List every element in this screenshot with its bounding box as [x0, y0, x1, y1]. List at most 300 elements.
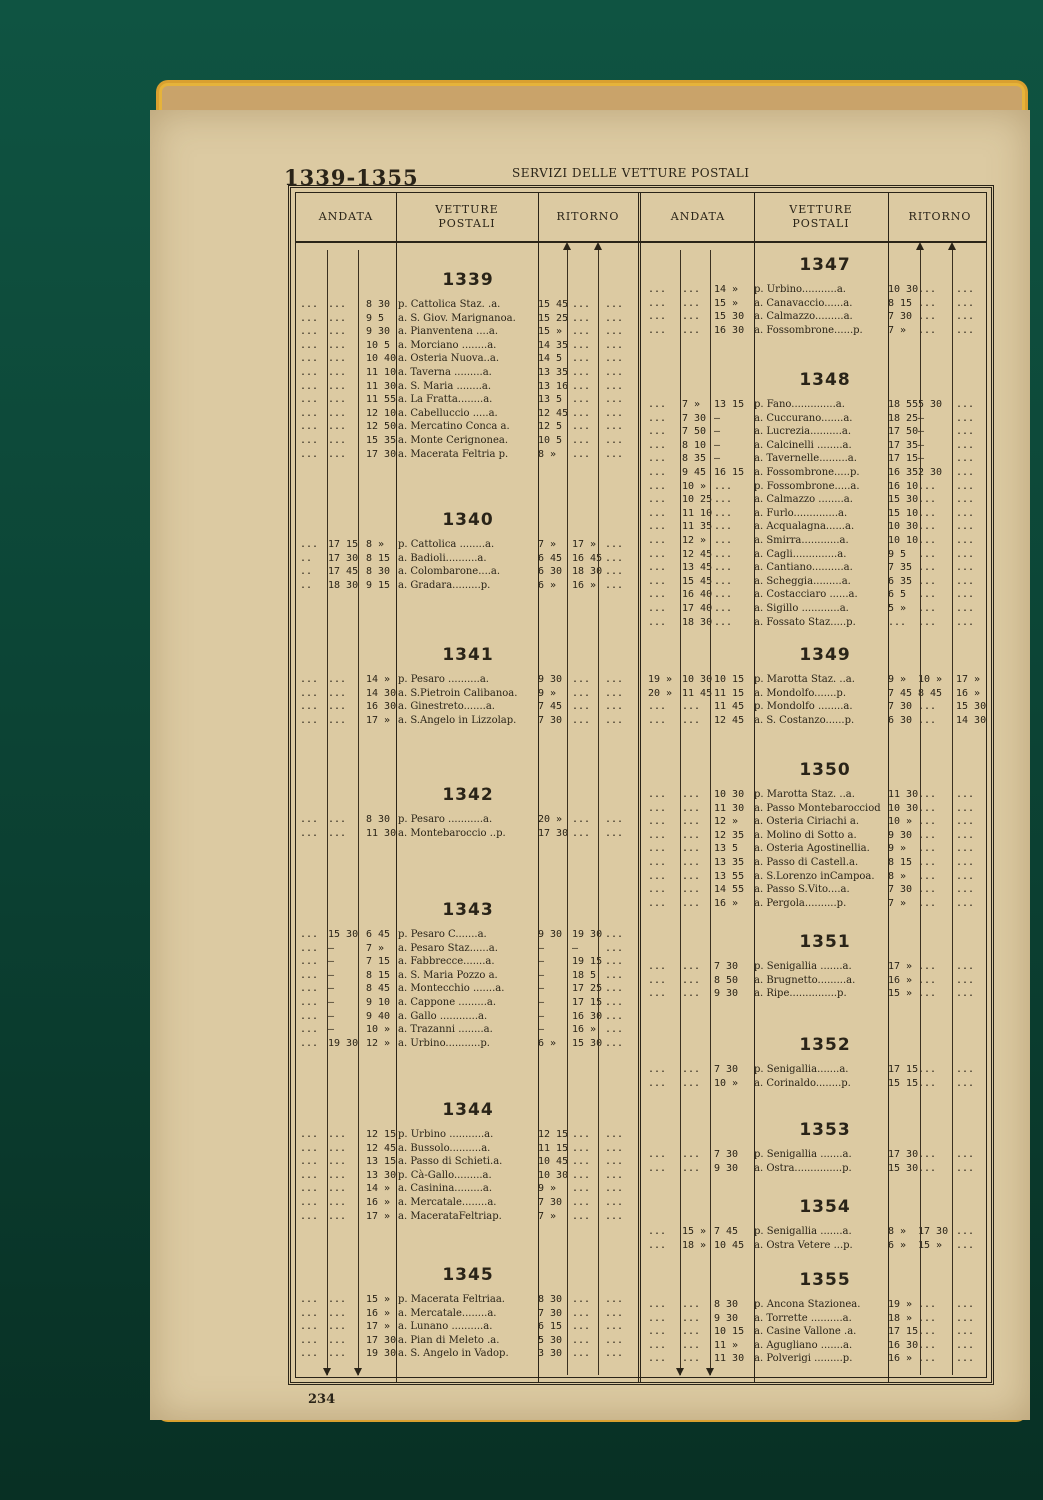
- time-cell: 9 40: [366, 1010, 391, 1022]
- time-cell: ...: [918, 589, 937, 601]
- station-name: a. MacerataFeltriap.: [398, 1210, 502, 1222]
- arrow-down-icon: [354, 1368, 362, 1376]
- station-name: p. Marotta Staz. ..a.: [754, 789, 855, 800]
- time-cell: 9 30: [714, 1312, 739, 1324]
- station-name: a. Polverigi .........p.: [754, 1353, 853, 1365]
- time-cell: ...: [714, 548, 733, 560]
- station-name: a. Calmazzo.........a.: [754, 311, 853, 323]
- time-cell: ...: [648, 1353, 667, 1365]
- time-cell: ...: [328, 339, 347, 351]
- time-cell: 10 45: [538, 1156, 569, 1168]
- time-cell: 13 45: [682, 562, 713, 574]
- time-cell: ...: [300, 312, 319, 324]
- service-number: 1341: [442, 645, 494, 665]
- station-name: a. Lucrezia..........a.: [754, 426, 852, 438]
- time-cell: ...: [682, 284, 701, 295]
- time-cell: ...: [682, 870, 701, 882]
- time-cell: ...: [605, 339, 624, 351]
- time-cell: ...: [918, 988, 937, 1000]
- station-name: a. Brugnetto.........a.: [754, 974, 856, 986]
- time-cell: ...: [572, 687, 591, 699]
- time-cell: 9 30: [366, 326, 391, 338]
- time-cell: 9 15: [366, 579, 391, 591]
- page-range-title: 1339-1355: [284, 165, 419, 190]
- time-cell: ...: [300, 1210, 319, 1222]
- time-cell: ...: [648, 1339, 667, 1351]
- time-cell: 15 45: [682, 575, 713, 587]
- time-cell: 16 »: [366, 1197, 391, 1208]
- time-cell: ...: [714, 535, 733, 546]
- station-name: a. Passo Montebarocciod: [754, 802, 881, 814]
- arrow-down-icon: [676, 1368, 684, 1376]
- time-cell: ...: [605, 421, 624, 433]
- time-cell: ...: [605, 539, 624, 550]
- time-cell: 17 25: [572, 983, 603, 995]
- service-number: 1339: [442, 270, 494, 290]
- time-cell: ...: [572, 1294, 591, 1305]
- time-cell: 10 30: [888, 802, 919, 814]
- time-cell: ...: [956, 974, 975, 986]
- station-name: a. Ostra Vetere ...p.: [754, 1239, 853, 1251]
- station-name: a. Monte Cerignonea.: [398, 435, 509, 446]
- station-name: a. S. Angelo in Vadop.: [398, 1348, 509, 1360]
- time-cell: —: [918, 439, 925, 451]
- time-cell: —: [328, 1010, 335, 1022]
- station-name: a. Agugliano .......a.: [754, 1339, 853, 1351]
- time-cell: ...: [682, 1064, 701, 1075]
- time-cell: ...: [956, 311, 975, 323]
- time-cell: 17 »: [888, 961, 913, 972]
- time-cell: ..: [300, 566, 313, 578]
- time-cell: 8 30: [714, 1299, 739, 1310]
- time-cell: 9 »: [538, 1183, 557, 1195]
- station-name: a. Macerata Feltria p.: [398, 448, 509, 460]
- station-name: p. Cattolica ........a.: [398, 539, 495, 550]
- time-cell: ...: [714, 603, 733, 614]
- time-cell: ...: [956, 548, 975, 560]
- time-cell: ...: [605, 1037, 624, 1049]
- time-cell: 11 35: [682, 521, 713, 533]
- time-cell: ...: [648, 1226, 667, 1237]
- direction-rail: [567, 250, 568, 1375]
- time-cell: 12 45: [538, 407, 569, 419]
- time-cell: 10 30: [714, 789, 745, 800]
- time-cell: 17 30: [366, 448, 397, 460]
- header-vetture-right: [754, 193, 888, 241]
- time-cell: ...: [682, 897, 701, 909]
- time-cell: 16 35: [888, 467, 919, 478]
- station-name: a. S. Maria ........a.: [398, 380, 492, 392]
- time-cell: ...: [328, 367, 347, 378]
- station-name: a. Canavaccio......a.: [754, 297, 853, 309]
- station-name: p. Senigallia .......a.: [754, 961, 852, 972]
- arrow-up-icon: [948, 242, 956, 250]
- time-cell: 7 30: [538, 1307, 563, 1319]
- time-cell: ...: [682, 843, 701, 855]
- station-name: p. Ancona Stazionea.: [754, 1299, 861, 1310]
- service-number: 1348: [799, 370, 851, 390]
- time-cell: 8 30: [538, 1294, 563, 1305]
- station-name: a. Furlo..............a.: [754, 507, 848, 519]
- time-cell: 11 15: [714, 687, 745, 699]
- time-cell: 17 »: [366, 714, 391, 726]
- station-name: a. Colombarone....a.: [398, 566, 501, 578]
- service-number: 1353: [799, 1120, 851, 1140]
- time-cell: ...: [918, 857, 937, 868]
- time-cell: ...: [648, 507, 667, 519]
- time-cell: 8 50: [714, 974, 739, 986]
- time-cell: 6 »: [888, 1239, 907, 1251]
- time-cell: 6 30: [888, 714, 913, 726]
- time-cell: 10 »: [366, 1024, 391, 1036]
- time-cell: ...: [300, 1183, 319, 1195]
- time-cell: ...: [956, 829, 975, 841]
- time-cell: 20 »: [648, 687, 673, 699]
- header-ritorno-right: RITORNO: [908, 210, 972, 223]
- station-name: a. Gallo ............a.: [398, 1010, 488, 1022]
- time-cell: ...: [648, 884, 667, 896]
- time-cell: 14 30: [956, 714, 987, 726]
- station-name: a. Torrette ..........a.: [754, 1312, 852, 1324]
- section-title: SERVIZI DELLE VETTURE POSTALI: [512, 166, 750, 180]
- time-cell: 10 5: [366, 339, 391, 351]
- time-cell: ...: [300, 1129, 319, 1140]
- time-cell: 17 30: [888, 1149, 919, 1160]
- station-name: a. Fossombrone.....p.: [754, 467, 860, 478]
- time-cell: ...: [682, 714, 701, 726]
- time-cell: ...: [918, 507, 937, 519]
- time-cell: ...: [605, 1307, 624, 1319]
- time-cell: 10 »: [918, 674, 943, 685]
- time-cell: 6 »: [538, 1037, 557, 1049]
- time-cell: ...: [572, 1321, 591, 1333]
- time-cell: ...: [300, 1142, 319, 1154]
- station-name: a. Pianventena ....a.: [398, 326, 499, 338]
- time-cell: —: [714, 439, 721, 451]
- time-cell: ...: [300, 1307, 319, 1319]
- time-cell: ...: [300, 1197, 319, 1208]
- time-cell: ...: [605, 714, 624, 726]
- time-cell: ...: [918, 1326, 937, 1338]
- service-number: 1349: [799, 645, 851, 665]
- time-cell: ...: [682, 324, 701, 336]
- time-cell: 7 30: [888, 311, 913, 323]
- service-number: 1340: [442, 510, 494, 530]
- time-cell: ...: [918, 1299, 937, 1310]
- time-cell: 12 5: [538, 421, 563, 433]
- time-cell: 14 35: [538, 339, 569, 351]
- time-cell: 8 15: [888, 857, 913, 868]
- time-cell: ...: [648, 1162, 667, 1174]
- time-cell: 7 30: [682, 412, 707, 424]
- time-cell: 7 30: [538, 1197, 563, 1208]
- time-cell: 17 45: [328, 566, 359, 578]
- time-cell: ...: [918, 521, 937, 533]
- time-cell: ...: [605, 435, 624, 446]
- time-cell: 12 45: [714, 714, 745, 726]
- time-cell: 17 »: [572, 539, 597, 550]
- time-cell: ...: [605, 827, 624, 839]
- time-cell: ...: [648, 311, 667, 323]
- time-cell: ...: [328, 407, 347, 419]
- time-cell: ...: [682, 1339, 701, 1351]
- time-cell: ...: [682, 961, 701, 972]
- time-cell: ...: [605, 701, 624, 713]
- time-cell: 17 30: [918, 1226, 949, 1237]
- time-cell: ...: [956, 562, 975, 574]
- direction-rail: [598, 250, 599, 1375]
- time-cell: ...: [648, 480, 667, 492]
- time-cell: 10 15: [714, 1326, 745, 1338]
- time-cell: ...: [918, 789, 937, 800]
- station-name: a. Cantiano..........a.: [754, 562, 853, 574]
- time-cell: ...: [648, 961, 667, 972]
- time-cell: ...: [648, 974, 667, 986]
- time-cell: ...: [918, 802, 937, 814]
- time-cell: ...: [648, 467, 667, 478]
- time-cell: 15 45: [538, 299, 569, 310]
- time-cell: 17 15: [328, 539, 359, 550]
- time-cell: 18 30: [682, 616, 713, 628]
- time-cell: ...: [956, 1162, 975, 1174]
- page-number: 234: [308, 1392, 336, 1407]
- time-cell: 8 35: [682, 453, 707, 465]
- time-cell: ...: [648, 1299, 667, 1310]
- time-cell: 15 »: [366, 1294, 391, 1305]
- time-cell: ...: [328, 674, 347, 685]
- time-cell: 10 10: [888, 535, 919, 546]
- time-cell: 7 35: [888, 562, 913, 574]
- time-cell: ...: [956, 1077, 975, 1089]
- time-cell: 3 30: [538, 1348, 563, 1360]
- time-cell: 11 30: [714, 802, 745, 814]
- time-cell: ...: [956, 603, 975, 614]
- station-name: a. Ostra...............p.: [754, 1162, 852, 1174]
- station-name: p. Senigallia .......a.: [754, 1226, 852, 1237]
- time-cell: ...: [682, 311, 701, 323]
- time-cell: —: [328, 956, 335, 968]
- time-cell: ...: [956, 399, 975, 410]
- time-cell: 17 50: [888, 426, 919, 438]
- time-cell: ...: [918, 1064, 937, 1075]
- station-name: a. Fossato Staz.....p.: [754, 616, 856, 628]
- time-cell: 7 »: [682, 399, 701, 410]
- station-name: a. Cagli..............a.: [754, 548, 847, 560]
- time-cell: ...: [918, 870, 937, 882]
- time-cell: ...: [300, 827, 319, 839]
- time-cell: ..: [300, 579, 313, 591]
- time-cell: ...: [572, 367, 591, 378]
- time-cell: ...: [648, 789, 667, 800]
- time-cell: 2 30: [918, 467, 943, 478]
- time-cell: ...: [605, 1294, 624, 1305]
- time-cell: ...: [714, 589, 733, 601]
- time-cell: ...: [956, 1312, 975, 1324]
- column-header-row: [296, 193, 986, 243]
- time-cell: ...: [572, 394, 591, 406]
- station-name: a. Osteria Ciriachi a.: [754, 816, 860, 828]
- time-cell: ...: [605, 814, 624, 825]
- station-name: a. Ginestreto.......a.: [398, 701, 495, 713]
- time-cell: ...: [648, 988, 667, 1000]
- time-cell: ...: [714, 507, 733, 519]
- service-number: 1342: [442, 785, 494, 805]
- time-cell: 15 35: [366, 435, 397, 446]
- time-cell: 12 35: [714, 829, 745, 841]
- time-cell: 18 »: [888, 1312, 913, 1324]
- time-cell: 12 45: [682, 548, 713, 560]
- time-cell: ...: [605, 367, 624, 378]
- time-cell: 16 »: [572, 1024, 597, 1036]
- time-cell: ...: [572, 421, 591, 433]
- direction-rail: [327, 250, 328, 1375]
- time-cell: ...: [682, 829, 701, 841]
- time-cell: 11 15: [538, 1142, 569, 1154]
- time-cell: ...: [714, 480, 733, 492]
- time-cell: 15 »: [682, 1226, 707, 1237]
- time-cell: 9 5: [366, 312, 385, 324]
- time-cell: 19 30: [328, 1037, 359, 1049]
- time-cell: ...: [918, 575, 937, 587]
- time-cell: ...: [605, 1321, 624, 1333]
- station-name: a. S.Pietroin Calibanoa.: [398, 687, 518, 699]
- time-cell: ...: [572, 1183, 591, 1195]
- time-cell: 6 45: [538, 552, 563, 564]
- time-cell: ...: [328, 326, 347, 338]
- time-cell: ...: [572, 1169, 591, 1181]
- station-name: a. Osteria Agostinellia.: [754, 843, 870, 855]
- time-cell: 10 »: [888, 816, 913, 828]
- time-cell: ...: [918, 324, 937, 336]
- station-name: a. Osteria Nuova..a.: [398, 353, 500, 365]
- station-name: a. Cuccurano.......a.: [754, 412, 853, 424]
- time-cell: ...: [605, 1183, 624, 1195]
- service-number: 1352: [799, 1035, 851, 1055]
- time-cell: ...: [918, 480, 937, 492]
- time-cell: —: [328, 1024, 335, 1036]
- time-cell: —: [538, 983, 545, 995]
- time-cell: ...: [300, 674, 319, 685]
- station-name: p. Pesaro C.......a.: [398, 929, 487, 940]
- time-cell: 18 30: [328, 579, 359, 591]
- time-cell: ...: [956, 1326, 975, 1338]
- time-cell: ...: [605, 1169, 624, 1181]
- service-number: 1355: [799, 1270, 851, 1290]
- time-cell: ...: [956, 507, 975, 519]
- time-cell: ...: [682, 857, 701, 868]
- time-cell: ...: [605, 380, 624, 392]
- time-cell: ...: [300, 1010, 319, 1022]
- time-cell: 19 30: [572, 929, 603, 940]
- time-cell: ...: [956, 467, 975, 478]
- station-name: p. Marotta Staz. ..a.: [754, 674, 855, 685]
- time-cell: ...: [572, 1156, 591, 1168]
- time-cell: 11 45: [682, 687, 713, 699]
- time-cell: ...: [956, 426, 975, 438]
- time-cell: 9 45: [682, 467, 707, 478]
- time-cell: ...: [918, 816, 937, 828]
- time-cell: ...: [956, 1299, 975, 1310]
- time-cell: ...: [328, 435, 347, 446]
- station-name: p. Urbino...........a.: [754, 284, 846, 295]
- time-cell: 13 35: [538, 367, 569, 378]
- time-cell: ...: [682, 884, 701, 896]
- time-cell: ...: [918, 829, 937, 841]
- time-cell: —: [538, 1024, 545, 1036]
- station-name: p. Pesaro ..........a.: [398, 674, 489, 685]
- time-cell: ...: [572, 299, 591, 310]
- time-cell: ...: [328, 1321, 347, 1333]
- time-cell: ...: [956, 789, 975, 800]
- station-name: a. Trazanni ........a.: [398, 1024, 493, 1036]
- time-cell: ...: [605, 942, 624, 954]
- time-cell: ...: [605, 1348, 624, 1360]
- time-cell: ...: [956, 843, 975, 855]
- time-cell: —: [714, 453, 721, 465]
- time-cell: ...: [300, 367, 319, 378]
- time-cell: ...: [605, 299, 624, 310]
- time-cell: 9 30: [714, 988, 739, 1000]
- time-cell: ...: [605, 326, 624, 338]
- time-cell: ...: [648, 284, 667, 295]
- time-cell: 12 »: [714, 816, 739, 828]
- time-cell: ...: [300, 448, 319, 460]
- time-cell: ...: [648, 494, 667, 506]
- time-cell: ...: [572, 326, 591, 338]
- time-cell: 14 »: [366, 674, 391, 685]
- time-cell: ...: [328, 687, 347, 699]
- time-cell: 11 30: [888, 789, 919, 800]
- header-andata-left: ANDATA: [318, 210, 374, 223]
- time-cell: 18 30: [572, 566, 603, 578]
- time-cell: ...: [682, 816, 701, 828]
- time-cell: 7 15: [366, 956, 391, 968]
- time-cell: ...: [300, 1321, 319, 1333]
- time-cell: 17 15: [888, 1064, 919, 1075]
- time-cell: ...: [648, 1312, 667, 1324]
- station-name: a. Smirra............a.: [754, 535, 849, 546]
- service-number: 1343: [442, 900, 494, 920]
- time-cell: ...: [605, 353, 624, 365]
- time-cell: ...: [572, 701, 591, 713]
- time-cell: 7 »: [538, 1210, 557, 1222]
- station-name: a. La Fratta........a.: [398, 394, 493, 406]
- time-cell: 9 30: [714, 1162, 739, 1174]
- time-cell: 16 »: [888, 1353, 913, 1365]
- station-name: a. Passo di Schieti.a.: [398, 1156, 503, 1168]
- time-cell: 7 30: [888, 701, 913, 713]
- station-name: a. Lunano ..........a.: [398, 1321, 493, 1333]
- time-cell: ...: [918, 1339, 937, 1351]
- time-cell: 6 35: [888, 575, 913, 587]
- time-cell: 7 »: [888, 324, 907, 336]
- time-cell: ...: [572, 353, 591, 365]
- time-cell: ...: [328, 827, 347, 839]
- station-name: p. Senigallia.......a.: [754, 1064, 849, 1075]
- time-cell: ...: [328, 312, 347, 324]
- time-cell: ...: [648, 453, 667, 465]
- service-number: 1351: [799, 932, 851, 952]
- time-cell: —: [918, 412, 925, 424]
- time-cell: ...: [956, 535, 975, 546]
- time-cell: 13 30: [366, 1169, 397, 1181]
- time-cell: ...: [300, 956, 319, 968]
- time-cell: 6 30: [538, 566, 563, 578]
- time-cell: 13 55: [714, 870, 745, 882]
- time-cell: ...: [682, 789, 701, 800]
- time-cell: 10 »: [714, 1077, 739, 1089]
- time-cell: ...: [648, 1149, 667, 1160]
